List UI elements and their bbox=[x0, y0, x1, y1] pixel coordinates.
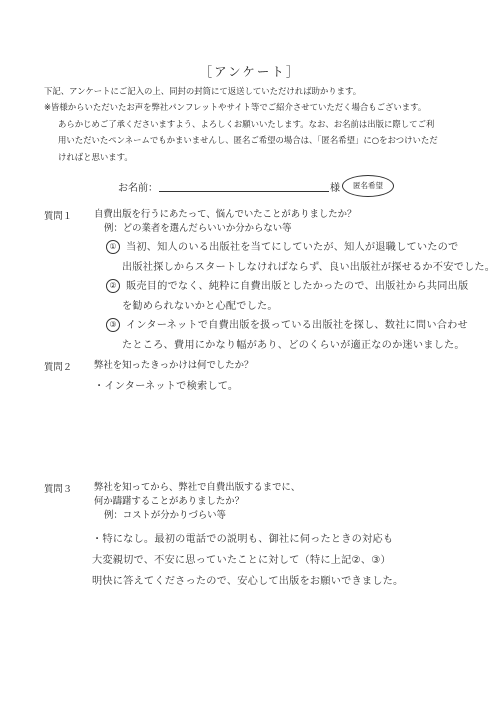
name-field-line bbox=[159, 191, 329, 192]
intro-line: あらかじめご了承くださいますよう、よろしくお願いいたします。なお、お名前は出版に際してご利 bbox=[58, 118, 435, 129]
answer-line: ・インターネットで検索して。 bbox=[94, 381, 239, 392]
name-label: お名前： bbox=[118, 183, 158, 194]
page-title: ［アンケート］ bbox=[199, 64, 301, 79]
honorific-label: 様 bbox=[330, 183, 340, 194]
answer-line: 販売目的でなく、純粋に自費出版としたかったので、出版社から共同出版 bbox=[126, 281, 469, 292]
answer-line: インターネットで自費出版を扱っている出版社を探し、数社に問い合わせ bbox=[126, 320, 468, 331]
question-number: 質問２ bbox=[44, 362, 73, 373]
answer-1 bbox=[106, 238, 495, 355]
number-circle-1: ① bbox=[106, 240, 120, 254]
question-text: 弊社を知ってから、弊社で自費出版するまでに、 bbox=[94, 482, 301, 493]
answer-2 bbox=[94, 377, 238, 397]
answer-line: たところ、費用にかなり幅があり、どのくらいが適正なのか迷いました。 bbox=[122, 339, 465, 351]
question-example: 例：コストが分かりづらい等 bbox=[104, 510, 226, 521]
intro-line: 下記、アンケートにご記入の上、同封の封筒にて返送していただければ助かります。 bbox=[44, 86, 362, 96]
question-text: 弊社を知ったきっかけは何でしたか？ bbox=[94, 360, 254, 371]
answer-line: を勧められないかと心配でした。 bbox=[122, 300, 278, 312]
number-circle-3: ③ bbox=[106, 318, 120, 332]
number-circle-2: ② bbox=[106, 279, 120, 293]
answer-line: 大変親切で、不安に思っていたことに対して（特に上記②、③） bbox=[92, 555, 391, 566]
question-number: 質問３ bbox=[44, 484, 73, 495]
answer-line: 出版社探しからスタートしなければならず、良い出版社が探せるか不安でした。 bbox=[122, 261, 496, 273]
question-text: 何か躊躇することがありましたか？ bbox=[94, 496, 245, 507]
intro-line: 用いただいたペンネームでもかまいませんし、匿名ご希望の場合は、「匿名希望」に○をおつけいただ bbox=[58, 135, 438, 146]
answer-3 bbox=[92, 529, 403, 592]
answer-line: 明快に答えてくださったので、安心して出版をお願いできました。 bbox=[92, 576, 404, 587]
question-number: 質問１ bbox=[44, 211, 73, 222]
intro-line: ければと思います。 bbox=[58, 151, 133, 162]
question-example: 例：どの業者を選んだらいいか分からない等 bbox=[104, 223, 292, 234]
intro-text bbox=[44, 83, 464, 165]
anonymous-option-circled: 匿名希望 bbox=[342, 175, 394, 197]
answer-line: 当初、知人のいる出版社を当てにしていたが、知人が退職していたので bbox=[126, 242, 459, 253]
intro-line: ※皆様からいただいたお声を弊社パンフレットやサイト等でご紹介させていただく場合もございます。 bbox=[44, 102, 427, 113]
question-text: 自費出版を行うにあたって、悩んでいたことがありましたか？ bbox=[94, 209, 357, 220]
answer-line: ・特になし。最初の電話での説明も、御社に伺ったときの対応も bbox=[92, 534, 394, 545]
